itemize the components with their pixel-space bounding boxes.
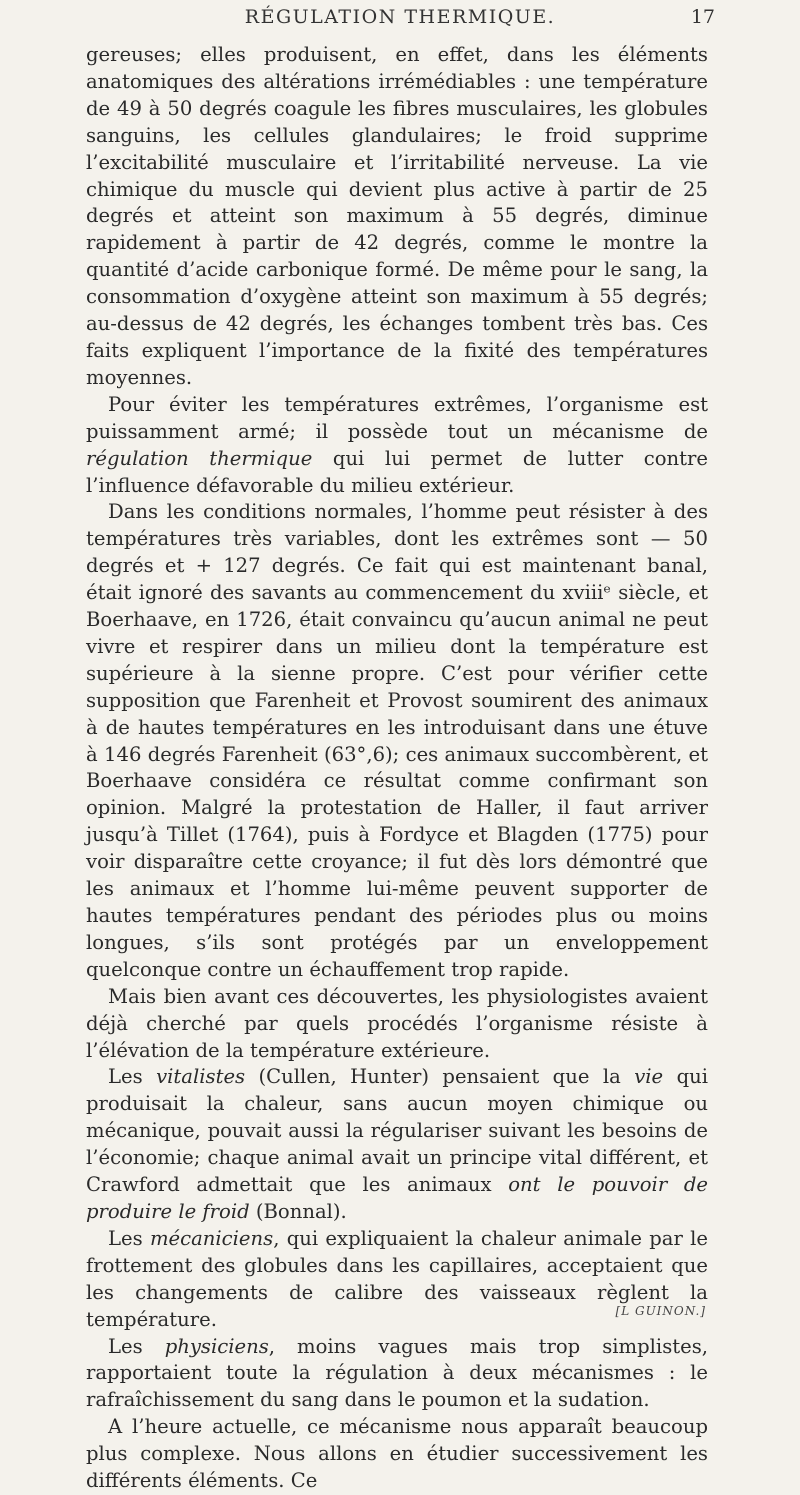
text-run: Dans les conditions normales, l’homme peut résister à des températures très variables, dont les extrêmes sont — 50 degrés et + 127 degrés. Ce fait qui est maintenant banal, était ignoré des savants au commencement du xviiiᵉ siècle, et Boerhaave, en 1726, était convaincu qu’aucun animal ne peut vivre et respirer dans un milieu dont la température est supérieure à la sienne propre. C’est pour vérifier cette supposition que Farenheit et Provost soumirent des animaux à de hautes températures en les introduisant dans une étuve à 146 degrés Farenheit (63°,6); ces animaux succombèrent, et Boerhaave considéra ce résultat comme confirmant son opinion. Malgré la protestation de Haller, il faut arriver jusqu’à Tillet (1764), puis à Fordyce et Blagden (1775) pour voir disparaître cette croyance; il fut dès lors démontré que les animaux et l’homme lui-même peuvent supporter de hautes températures pendant des périodes plus ou moins longues, s’ils sont protégés par un enveloppement quelconque contre un échauffement trop rapide. xyxy=(86,500,708,981)
text-run: A l’heure actuelle, ce mécanisme nous apparaît beaucoup plus complexe. Nous allons en étudier successivement les différents éléments. Ce xyxy=(86,1415,708,1493)
body-text xyxy=(86,42,708,1495)
italic-term: ont le pouvoir de produire le froid xyxy=(86,1173,708,1223)
italic-term: vitalistes xyxy=(156,1065,246,1089)
text-run: gereuses; elles produisent, en effet, dans les éléments anatomiques des altérations irrémédiables : une température de 49 à 50 degrés coagule les fibres musculaires, les globules sanguins, les cellules glandulaires; le froid supprime l’excitabilité musculaire et l’irritabilité nerveuse. La vie chimique du muscle qui devient plus active à partir de 25 degrés et atteint son maximum à 55 degrés, diminue rapidement à partir de 42 degrés, comme le montre la quantité d’acide carbonique formé. De même pour le sang, la consommation d’oxygène atteint son maximum à 55 degrés; au-dessus de 42 degrés, les échanges tombent très bas. Ces faits expliquent l’importance de la fixité des températures moyennes. xyxy=(86,43,708,389)
text-run: , moins vagues mais trop simplistes, rapportaient toute la régulation à deux mécanismes : le rafraîchissement du sang dans le poumon et la sudation. xyxy=(86,1334,709,1412)
italic-term: régulation thermique xyxy=(86,446,313,470)
paragraph xyxy=(86,499,708,983)
italic-term: physiciens xyxy=(164,1334,269,1358)
text-run: Les xyxy=(108,1065,157,1089)
italic-term: vie xyxy=(634,1065,664,1089)
running-title: RÉGULATION THERMIQUE. xyxy=(244,6,556,28)
text-run: (Bonnal). xyxy=(249,1199,347,1223)
text-run: Mais bien avant ces découvertes, les physiologistes avaient déjà cherché par quels procédés l’organisme résiste à l’élévation de la température extérieure. xyxy=(86,984,708,1062)
paragraph xyxy=(86,1414,708,1495)
text-run: Les xyxy=(108,1334,165,1358)
italic-term: mécaniciens xyxy=(149,1226,274,1250)
text-run: , qui expliquaient la chaleur animale par le frottement des globules dans les capillaires, acceptaient que les changements de calibre des vaisseaux règlent la température. xyxy=(86,1226,708,1331)
text-run: Les xyxy=(108,1226,150,1250)
paragraph xyxy=(86,1064,708,1225)
text-run: qui produisait la chaleur, sans aucun moyen chimique ou mécanique, pouvait aussi la régulariser suivant les besoins de l’économie; chaque animal avait un principe vital différent, et Crawford admettait que les animaux xyxy=(86,1065,709,1197)
text-run: Pour éviter les températures extrêmes, l’organisme est puissamment armé; il possède tout un mécanisme de xyxy=(86,392,708,443)
text-run: qui lui permet de lutter contre l’influence défavorable du milieu extérieur. xyxy=(86,446,708,497)
paragraph xyxy=(86,984,708,1065)
paragraph xyxy=(86,42,708,392)
page-header xyxy=(0,2,800,38)
page-number: 17 xyxy=(690,6,715,28)
text-run: (Cullen, Hunter) pensaient que la xyxy=(245,1065,635,1089)
paragraph xyxy=(86,392,708,500)
printer-signature: [L GUINON.] xyxy=(615,1304,706,1318)
